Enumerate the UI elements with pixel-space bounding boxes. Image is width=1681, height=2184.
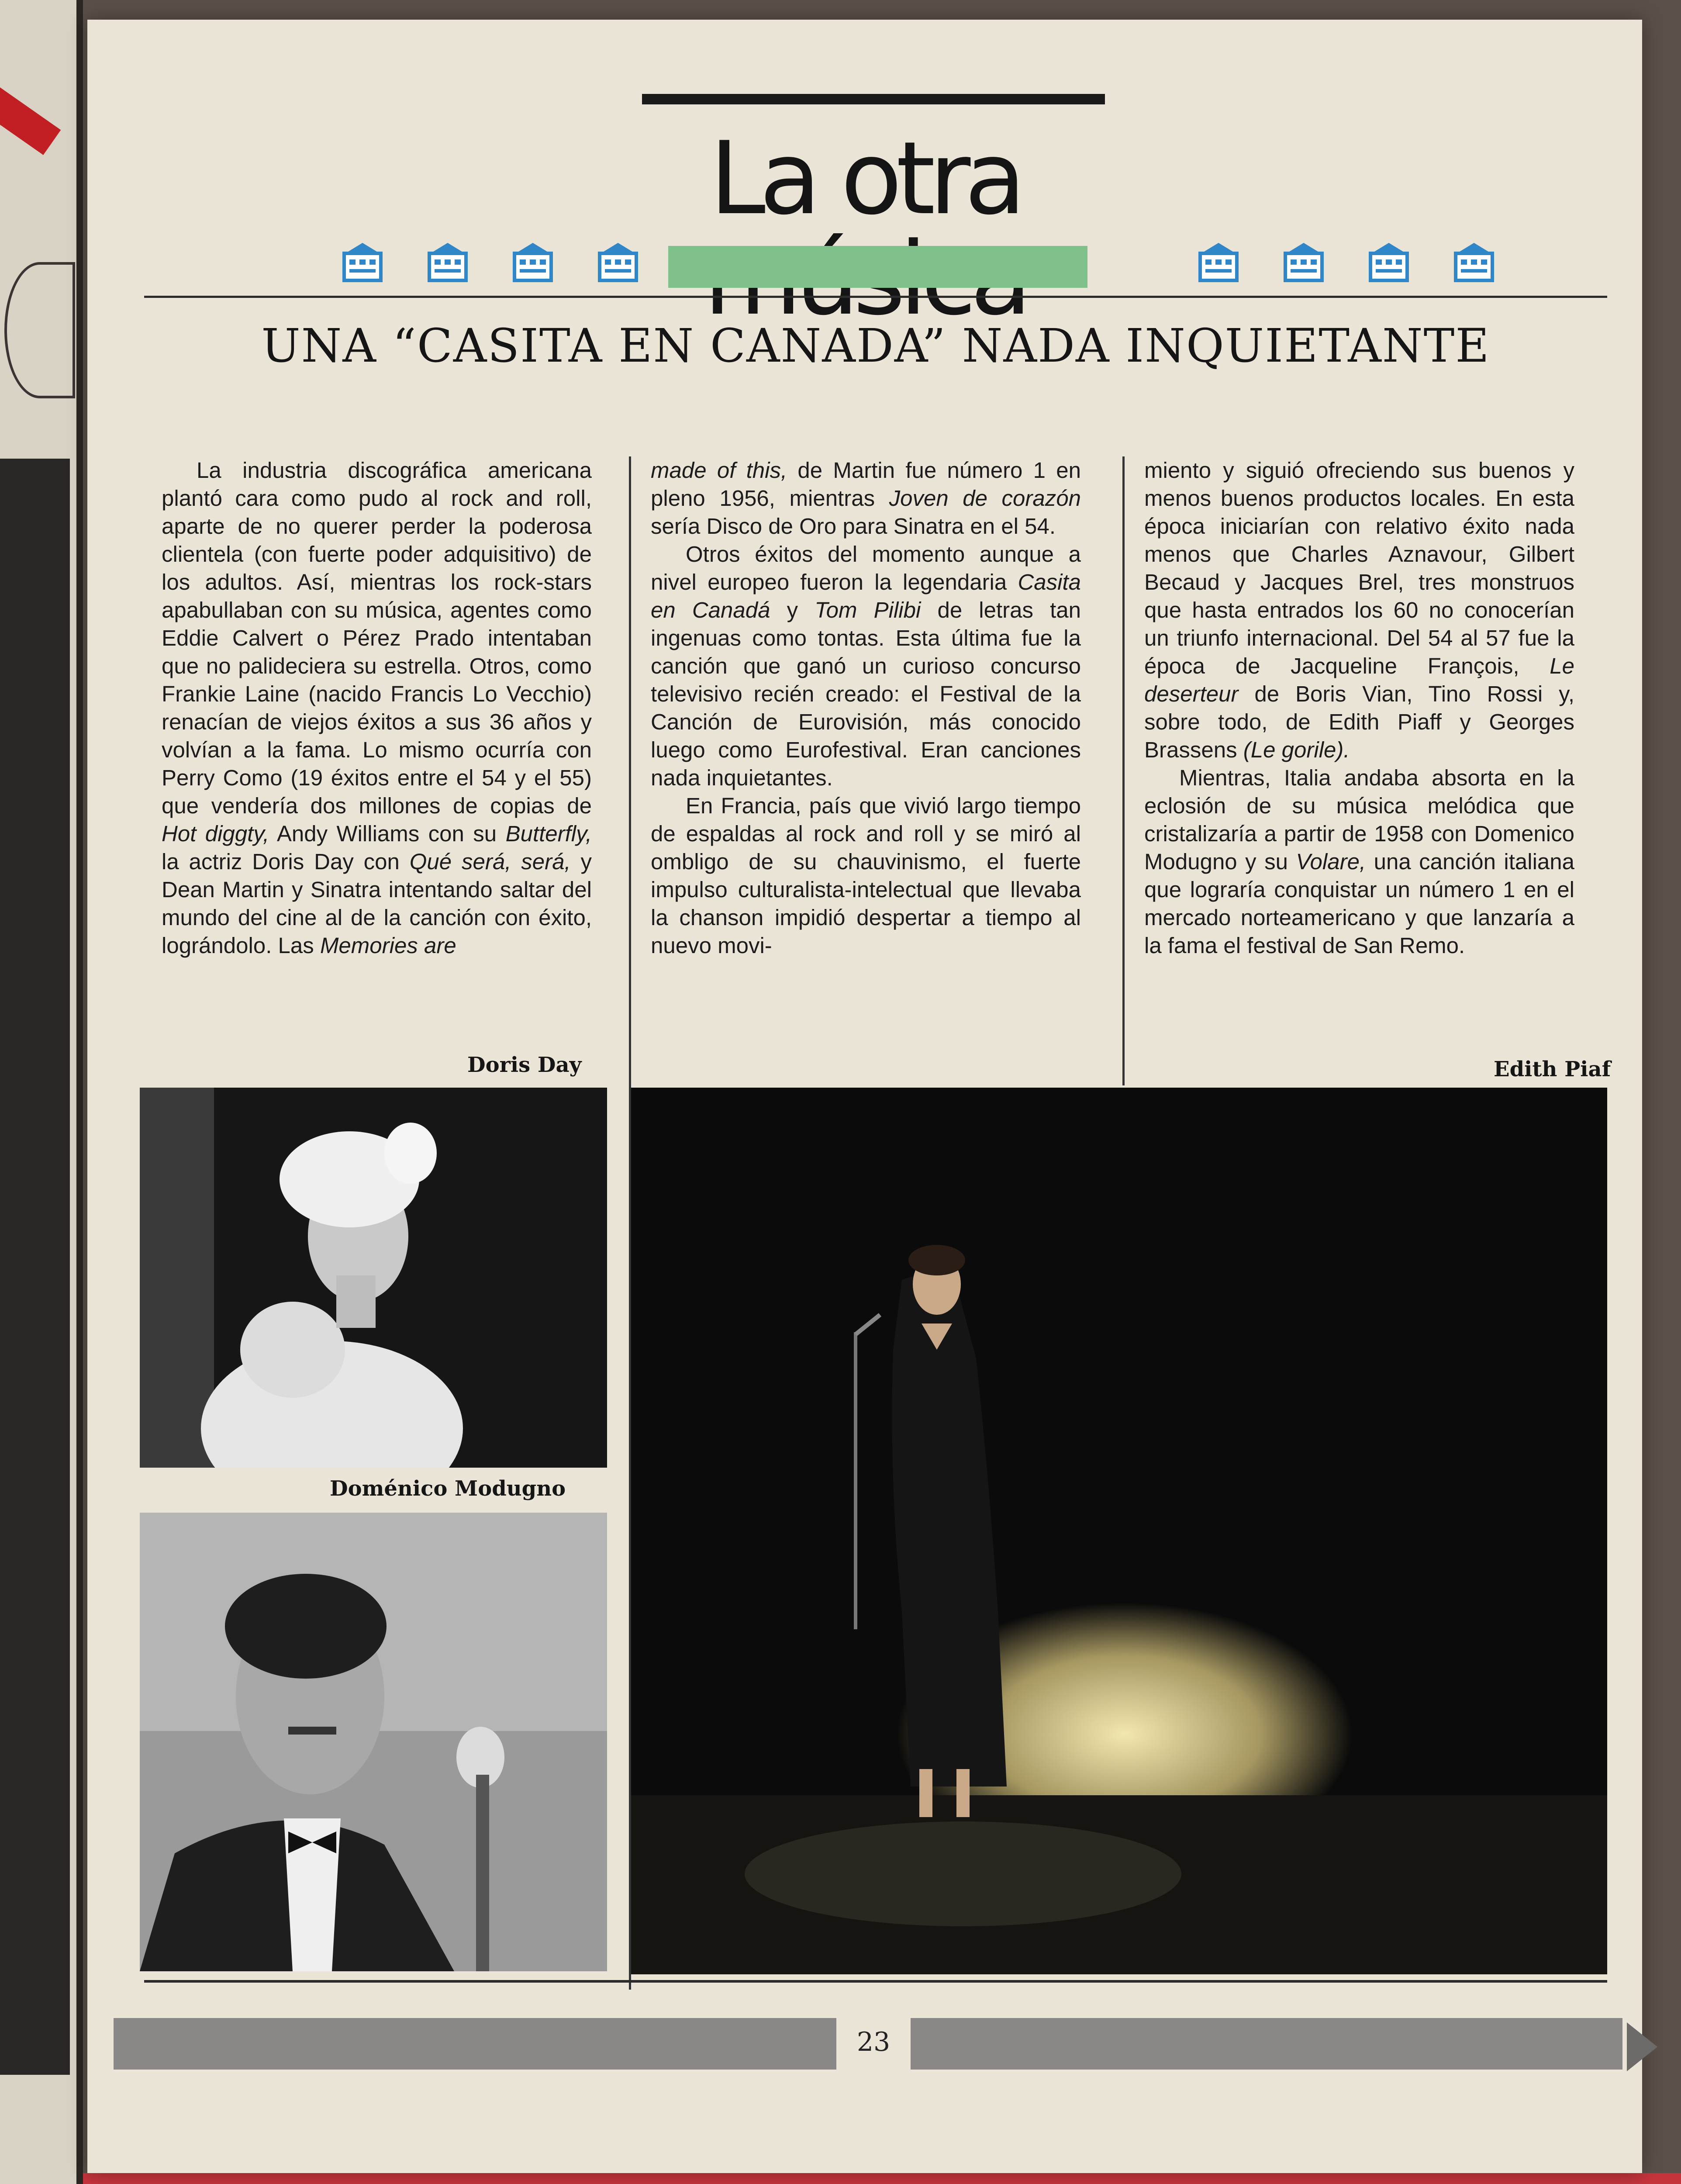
photo-caption-modugno: Doménico Modugno [330,1476,566,1501]
previous-page-edge [0,0,76,2184]
photo-caption-edith-piaf: Edith Piaf [1494,1057,1611,1082]
photo-edith-piaf [631,1088,1607,1974]
photo-doris-day [140,1088,607,1468]
article-column-2 [651,456,1081,960]
previous-page-arch-graphic [4,262,75,398]
previous-page-photo [0,459,70,2075]
house-icon [341,240,384,284]
article-subtitle: UNA “CASITA EN CANADA” NADA INQUIETANTE [261,319,1490,373]
article-column-1 [162,456,592,960]
footer-bar-left [114,2018,836,2070]
magazine-page [87,20,1642,2173]
photo-caption-doris-day: Doris Day [467,1053,582,1077]
title-top-rule [642,94,1105,104]
house-icon [596,240,640,284]
column-divider [1122,456,1125,1085]
paragraph: Mientras, Italia andaba absorta en la eclosión de su música melódica que cristalizaría a partir de 1958 con Domenico Modugno y su Volare, una canción italiana que lograría conquistar un número 1 en el mercado norteamericano y que lanzaría a la fama el festival de San Remo. [1144,765,1575,958]
house-icon [1197,240,1240,284]
house-icon [1452,240,1496,284]
bottom-rule [144,1980,1607,1983]
section-title: La otra [709,121,1020,237]
paragraph: made of this, de Martin fue número 1 en pleno 1956, mientras Joven de corazón sería Disco de Oro para Sinatra en el 54. [651,458,1081,539]
book-cover-edge [83,2173,1681,2184]
paragraph: miento y siguió ofreciendo sus buenos y menos buenos productos locales. En esta época iniciarían con relativo éxito nada menos que Charles Aznavour, Gilbert Becaud y Jacques Brel, tres monstruos que hasta entrados los 60 no conocerían un triunfo internacional. Del 54 al 57 fue la época de Jacqueline François, Le deserteur de Boris Vian, Tino Rossi y, sobre todo, de Edith Piaff y Georges Brassens (Le gorile). [1144,458,1575,762]
house-icon [1367,240,1411,284]
paragraph: En Francia, país que vivió largo tiempo de espaldas al rock and roll y se miró al ombligo de su chauvinismo, el fuerte impulso culturalista-intelectual que llevaba la chanson impidió despertar a tiempo al nuevo movi- [651,793,1081,958]
subtitle-rule [144,296,1607,298]
next-page-arrow-icon [1627,2022,1657,2071]
footer-bar-right [911,2018,1622,2070]
article-column-3 [1144,456,1574,960]
decorative-green-bar [668,246,1087,288]
page-number: 23 [856,2027,891,2057]
previous-page-red-stripe [0,87,61,155]
paragraph: Otros éxitos del momento aunque a nivel europeo fueron la legendaria Casita en Canadá y Tom Pilibi de letras tan ingenuas como tontas. Esta última fue la canción que ganó un curioso concurso televisivo recién creado: el Festival de la Canción de Eurovisión, más conocido luego como Eurofestival. Eran canciones nada inquietantes. [651,542,1081,790]
paragraph: La industria discográfica americana plantó cara como pudo al rock and roll, aparte de no querer perder la poderosa clientela (con fuerte poder adquisitivo) de los adultos. Así, mientras los rock-stars apabullaban con su música, agentes como Eddie Calvert o Pérez Prado intentaban que no palideciera su estrella. Otros, como Frankie Laine (nacido Francis Lo Vecchio) renacían de viejos éxitos a sus 36 años y volvían a la fama. Lo mismo ocurría con Perry Como (19 éxitos entre el 54 y el 55) que vendería dos millones de copias de Hot diggty, Andy Williams con su Butterfly, la actriz Doris Day con Qué será, será, y Dean Martin y Sinatra intentando saltar del mundo del cine al de la canción con éxito, lográndolo. Las Memories are [162,458,592,958]
house-icon [1282,240,1325,284]
house-icon [511,240,555,284]
house-icon [426,240,469,284]
photo-domenico-modugno [140,1513,607,1971]
